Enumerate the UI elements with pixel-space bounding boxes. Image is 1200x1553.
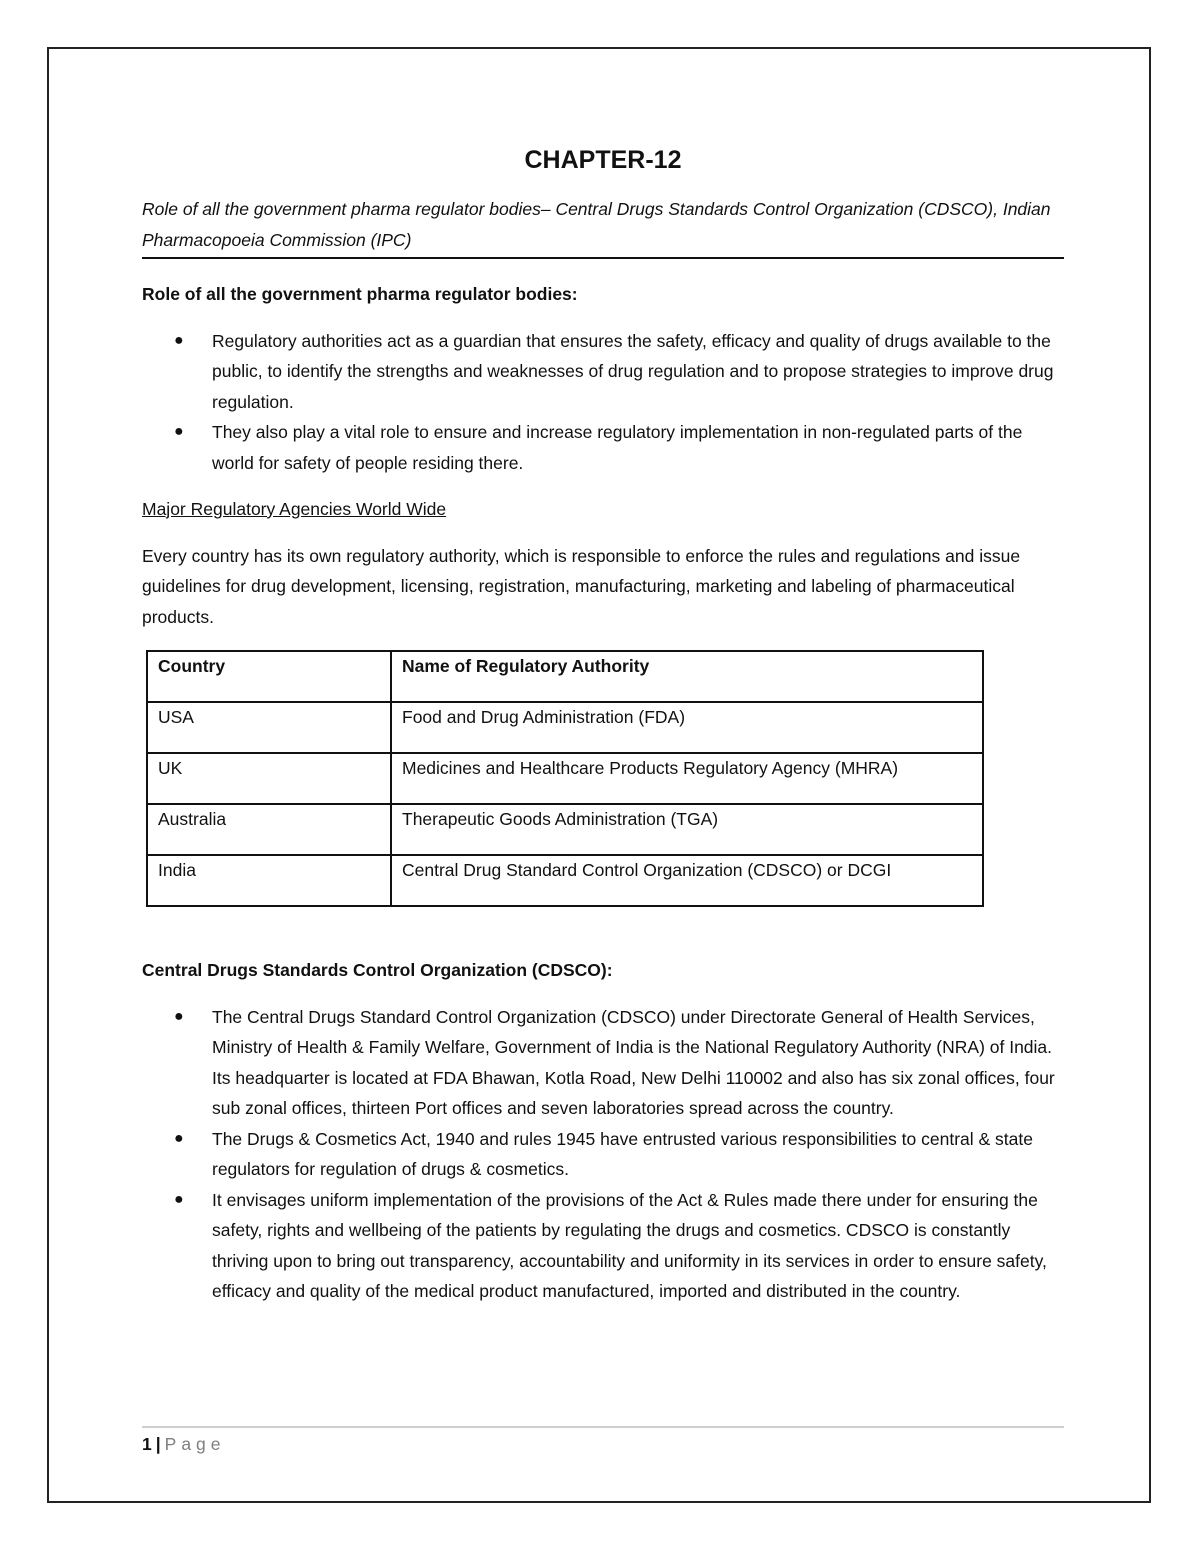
cdsco-bullet-list [142,1002,1064,1307]
bullet-icon: ● [174,1190,184,1208]
table-cell: Central Drug Standard Control Organization (CDSCO) or DCGI [391,855,983,906]
document-body [142,140,1064,1307]
table-cell: Therapeutic Goods Administration (TGA) [391,804,983,855]
table-cell: Medicines and Healthcare Products Regulatory Agency (MHRA) [391,753,983,804]
table-header-cell: Name of Regulatory Authority [391,651,983,702]
table-cell: UK [147,753,391,804]
agencies-intro: Every country has its own regulatory authority, which is responsible to enforce the rules and regulations and issue guidelines for drug development, licensing, registration, manufacturing, marketing and labeling of pharmaceutical products. [142,545,1021,627]
agencies-heading: Major Regulatory Agencies World Wide [142,499,447,519]
bullet-icon: ● [174,423,184,440]
bullet-icon: ● [174,331,184,349]
chapter-subtitle: Role of all the government pharma regulator bodies– Central Drugs Standards Control Organization (CDSCO), Indian Pharmacopoeia Commission (IPC) [142,194,1064,259]
list-item: ● The Drugs & Cosmetics Act, 1940 and rules 1945 have entrusted various responsibilities to central & state regulators for regulation of drugs & cosmetics. [142,1124,1064,1185]
list-item: ● Regulatory authorities act as a guardian that ensures the safety, efficacy and quality of drugs available to the public, to identify the strengths and weaknesses of drug regulation and to propose strategies to improve drug regulation. [142,326,1064,418]
list-item: ● It envisages uniform implementation of the provisions of the Act & Rules made there under for ensuring the safety, rights and wellbeing of the patients by regulating the drugs and cosmetics. CDSCO is constantly thriving upon to bring out transparency, accountability and uniformity in its services in order to ensure safety, efficacy and quality of the medical product manufactured, imported and distributed in the country. [142,1185,1064,1307]
table-row [147,804,983,855]
roles-bullet-list [142,326,1064,479]
table-header-row [147,651,983,702]
table-cell: India [147,855,391,906]
page-footer [142,1431,226,1457]
page-label: Page [164,1434,226,1454]
list-item: ● They also play a vital role to ensure and increase regulatory implementation in non-regulated parts of the world for safety of people residing there. [142,417,1064,478]
page-number: 1 [142,1434,152,1454]
table-cell: USA [147,702,391,753]
list-item: ● The Central Drugs Standard Control Organization (CDSCO) under Directorate General of Health Services, Ministry of Health & Family Welfare, Government of India is the National Regulatory Authority (NRA) of India. Its headquarter is located at FDA Bhawan, Kotla Road, New Delhi 110002 and also has six zonal offices, four sub zonal offices, thirteen Port offices and seven laboratories spread across the country. [142,1002,1064,1124]
table-cell: Australia [147,804,391,855]
table-header-cell: Country [147,651,391,702]
table-row [147,855,983,906]
regulatory-authorities-table [146,650,984,907]
table-row [147,702,983,753]
bullet-icon: ● [174,1129,184,1147]
footer-separator: | [155,1434,161,1454]
table-row [147,753,983,804]
bullet-icon: ● [174,1007,184,1025]
table-cell: Food and Drug Administration (FDA) [391,702,983,753]
chapter-title: CHAPTER-12 [524,146,682,174]
roles-heading: Role of all the government pharma regulator bodies: [142,284,578,304]
footer-divider [142,1426,1064,1428]
cdsco-heading: Central Drugs Standards Control Organization (CDSCO): [142,960,613,980]
